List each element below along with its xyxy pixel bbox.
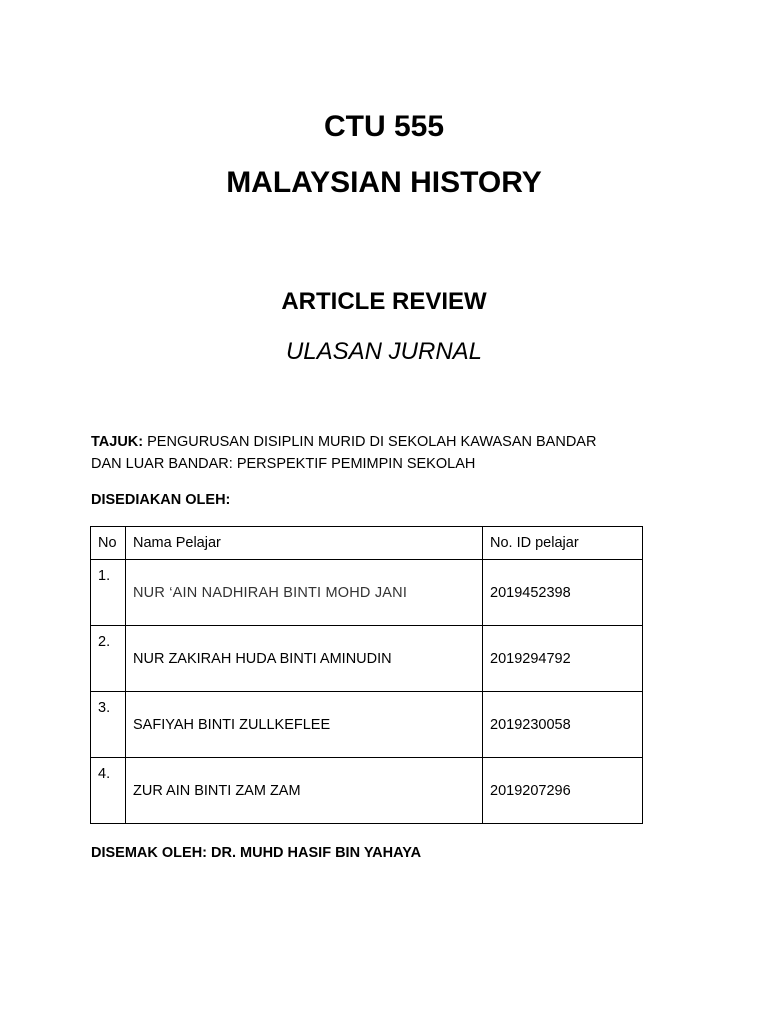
course-name: MALAYSIAN HISTORY	[226, 166, 542, 199]
student-name: SAFIYAH BINTI ZULLKEFLEE	[126, 692, 483, 758]
row-number: 3.	[91, 692, 126, 758]
topic-title-line2: DAN LUAR BANDAR: PERSPEKTIF PEMIMPIN SEKOLAH	[91, 456, 476, 472]
student-id: 2019452398	[483, 560, 643, 626]
student-name: ZUR AIN BINTI ZAM ZAM	[126, 758, 483, 824]
student-id: 2019207296	[483, 758, 643, 824]
document-type: ARTICLE REVIEW	[281, 288, 487, 315]
header-student-name: Nama Pelajar	[126, 527, 483, 560]
student-id: 2019294792	[483, 626, 643, 692]
row-number: 1.	[91, 560, 126, 626]
document-type-malay: ULASAN JURNAL	[285, 338, 483, 365]
table-row	[91, 692, 643, 758]
header-student-id: No. ID pelajar	[483, 527, 643, 560]
table-row	[91, 758, 643, 824]
row-number: 2.	[91, 626, 126, 692]
prepared-by-label: DISEDIAKAN OLEH:	[91, 492, 231, 508]
course-code: CTU 555	[323, 110, 445, 143]
topic-title-line1: PENGURUSAN DISIPLIN MURID DI SEKOLAH KAWASAN BANDAR	[147, 434, 597, 450]
topic-label: TAJUK:	[91, 434, 144, 450]
table-row	[91, 626, 643, 692]
row-number: 4.	[91, 758, 126, 824]
table-row	[91, 560, 643, 626]
student-id: 2019230058	[483, 692, 643, 758]
student-table	[90, 526, 643, 824]
student-name: NUR ‘AIN NADHIRAH BINTI MOHD JANI	[126, 560, 483, 626]
checked-by: DISEMAK OLEH: DR. MUHD HASIF BIN YAHAYA	[91, 845, 422, 861]
topic	[91, 431, 651, 475]
table-header-row	[91, 527, 643, 560]
header-no: No	[91, 527, 126, 560]
student-name: NUR ZAKIRAH HUDA BINTI AMINUDIN	[126, 626, 483, 692]
